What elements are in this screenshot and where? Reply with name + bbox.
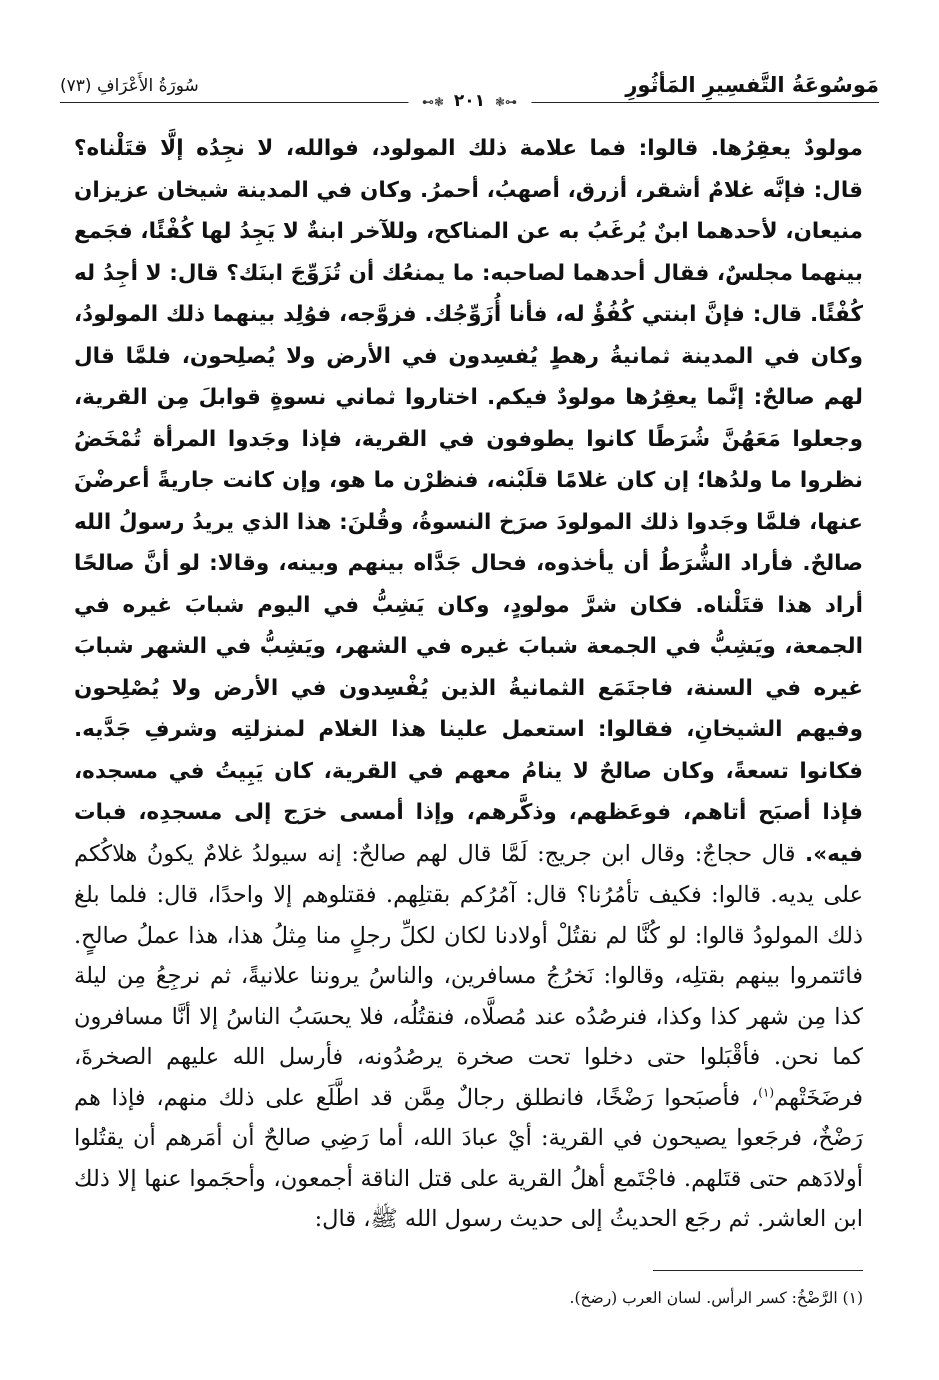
ornament-right: ⊷❃ [494,95,518,109]
narration-normal: قال حجاجٌ: وقال ابن جريج: لَمَّا قال لهم صالحٌ: إنه سيولدُ غلامٌ يكونُ هلاكُكم على يديه. قالوا: فكيف تأمُرُنا؟ قال: آمُرُكم بقتلِهم. فقتلوهم إلا واحدًا، قال: فلما بلغ ذلك المولودُ قالوا: لو كُنَّا لم نقتُلْ أولادنا لكان لكلِّ رجلٍ منا مِثلُ هذا، هذا عملُ صالحٍ. فائتمروا بينهم بقتلِه، وقالوا: نَخرُجُ مسافرين، والناسُ يروننا علانيةً، ثم نرجِعُ مِن ليلة كذا مِن شهر كذا وكذا، فنرصُدُه عند مُصلَّاه، فنقتُلُه، فلا يحسَبُ الناسُ إلا أنَّا مسافرون كما نحن. فأقْبَلوا حتى دخلوا تحت صخرة يرصُدُونه، فأرسل الله عليهم الصخرةَ، فرضَخَتْهم [74,840,863,1111]
main-paragraph [74,128,863,1240]
footnote: (١) الرَّضْخُ: كسر الرأس. لسان العرب (رضخ). [569,1289,863,1307]
ornament-left: ❃⊶ [421,95,445,109]
surah-title: سُورَةُ الأَعْرَافِ (٧٣) [60,72,207,100]
narration-bold: مولودٌ يعقِرُها. قالوا: فما علامة ذلك المولود، فوالله، لا نجِدُه إلَّا قتَلْناه؟ قال: فإنَّه غلامٌ أشقر، أزرق، أصهبُ، أحمرُ. وكان في المدينة شيخان عزيزان منيعان، لأحدهما ابنٌ يُرغَبُ به عن المناكح، وللآخر ابنةٌ لا يَجِدُ لها كُفْئًا، فجَمع بينهما مجلسٌ، فقال أحدهما لصاحبه: ما يمنعُك أن تُزَوِّجَ ابنَك؟ قال: لا أجِدُ له كُفْئًا. قال: فإنَّ ابنتي كُفُؤٌ له، فأنا أُزَوِّجُك. فزوَّجه، فوُلِد بينهما ذلك المولودُ، وكان في المدينة ثمانيةُ رهطٍ يُفسِدون في الأرض ولا يُصلِحون، فلمَّا قال لهم صالحٌ: إنَّما يعقِرُها مولودٌ فيكم. اختاروا ثماني نسوةٍ قوابلَ مِن القرية، وجعلوا مَعَهُنَّ شُرَطًا كانوا يطوفون في القرية، فإذا وجَدوا المرأة تُمْخَضُ نظروا ما ولدُها؛ إن كان غلامًا قلَبْنه، فنظرْن ما هو، وإن كانت جاريةً أعرضْنَ عنها، فلمَّا وجَدوا ذلك المولودَ صرَخ النسوةُ، وقُلنَ: هذا الذي يريدُ رسولُ الله صالحٌ. فأراد الشُّرَطُ أن يأخذوه، فحال جَدَّاه بينهم وبينه، وقالا: لو أنَّ صالحًا أراد هذا قتَلْناه. فكان شرَّ مولودٍ، وكان يَشِبُّ في اليوم شبابَ غيره في الجمعة، ويَشِبُّ في الجمعة شبابَ غيره في الشهر، ويَشِبُّ في الشهر شبابَ غيره في السنة، فاجتَمَع الثمانيةُ الذين يُفْسِدون في الأرض ولا يُصْلِحون وفيهم الشيخانِ، فقالوا: استعمل علينا هذا الغلام لمنزلتِه وشرفِ جَدَّيه. فكانوا تسعةً، وكان صالحٌ لا ينامُ معهم في القرية، كان يَبِيتُ في مسجده، فإذا أصبَح أتاهم، فوعَظهم، وذكَّرهم، وإذا أمسى خرَج إلى مسجدِه، فبات فيه». [74,136,863,867]
main-text [74,128,863,1240]
book-title: مَوسُوعَةُ التَّفسِيرِ المَأثُورِ [617,70,879,100]
page-number: ٢٠١ [453,91,486,111]
footnote-marker: (١) [758,1085,775,1099]
page-header [60,70,879,112]
page-number-group [408,88,531,115]
footnote-rule [653,1270,863,1271]
narration-normal-continued: ، فأصبَحوا رَضْخًا، فانطلق رجالٌ مِمَّن قد اطَّلَع على ذلك منهم، فإذا هم رَضْخٌ، فرجَعوا يصيحون في القرية: أيْ عبادَ الله، أما رَضِي صالحٌ أن أمَرهم أن يقتُلوا أولادَهم حتى قتَلهم. فاجْتَمع أهلُ القرية على قتل الناقة أجمعون، وأحجَموا عنها إلا ذلك ابن العاشر. ثم رجَع الحديثُ إلى حديث رسول الله ﷺ، قال: [74,1084,863,1232]
